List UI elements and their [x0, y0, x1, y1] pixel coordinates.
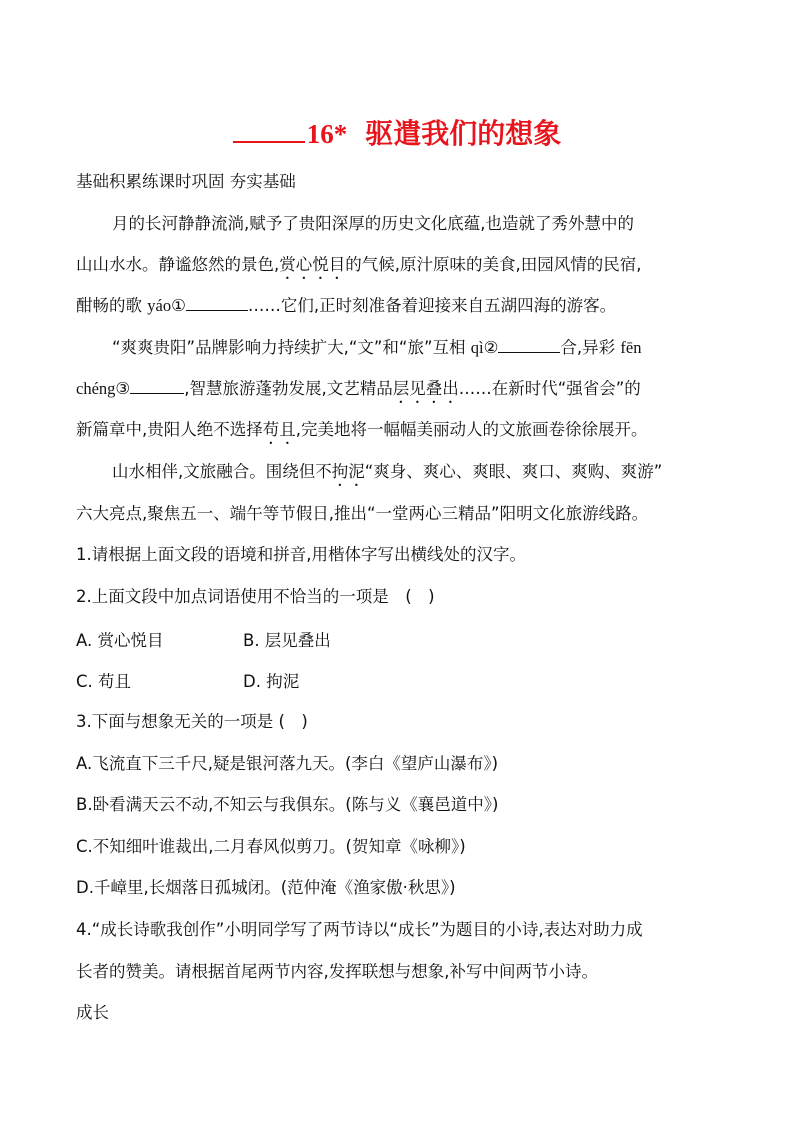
- q3-option-d: D.千嶂里,长烟落日孤城闭。(范仲淹《渔家傲·秋思》): [76, 878, 456, 897]
- question-2: 2.上面文段中加点词语使用不恰当的一项是 ( ): [76, 587, 435, 606]
- lesson-title-text: 驱遣我们的想象: [365, 117, 562, 150]
- q3-option-b: B.卧看满天云不动,不知云与我俱东。(陈与义《襄邑道中》): [76, 795, 499, 814]
- question-1: 1.请根据上面文段的语境和拼音,用楷体字写出横线处的汉字。: [76, 545, 526, 564]
- pinyin: fēn: [620, 338, 642, 357]
- passage-line: “爽爽贵阳”品牌影响力持续扩大,“文”和“旅”互相 qì② 合,异彩 fēn: [112, 338, 642, 357]
- lesson-title: [0, 112, 794, 152]
- question-3: 3.下面与想象无关的一项是 ( ): [76, 712, 308, 731]
- q2-option-b: B. 层见叠出: [243, 631, 331, 650]
- blank-marker: ③: [115, 379, 131, 398]
- q3-option-c: C.不知细叶谁裁出,二月春风似剪刀。(贺知章《咏柳》): [76, 837, 466, 856]
- pinyin: chéng: [76, 379, 116, 398]
- passage-line: 月的长河静静流淌,赋予了贵阳深厚的历史文化底蕴,也造就了秀外慧中的: [112, 214, 634, 233]
- blank-marker: ①: [171, 296, 186, 315]
- q2-option-d: D. 拘泥: [243, 672, 300, 691]
- blank-marker: ②: [483, 338, 499, 357]
- lesson-number: 16*: [306, 119, 348, 149]
- q2-option-a: A. 赏心悦目: [76, 631, 164, 650]
- title-blank: [233, 119, 305, 143]
- question-4-cont: 长者的赞美。请根据首尾两节内容,发挥联想与想象,补写中间两节小诗。: [76, 962, 598, 981]
- dotted-phrase: 赏心悦目: [279, 255, 346, 274]
- dotted-phrase: 苟且: [262, 420, 296, 439]
- pinyin: qì: [470, 338, 484, 357]
- answer-blank[interactable]: [130, 377, 184, 394]
- pinyin: yáo: [147, 296, 172, 315]
- passage-line: 新篇章中,贵阳人绝不选择苟且,完美地将一幅幅美丽动人的文旅画卷徐徐展开。: [76, 420, 648, 439]
- section-heading: 基础积累练课时巩固 夯实基础: [76, 172, 296, 191]
- passage-line: chéng③ ,智慧旅游蓬勃发展,文艺精品层见叠出……在新时代“强省会”的: [76, 379, 641, 398]
- q2-option-c: C. 苟且: [76, 672, 132, 691]
- question-4: 4.“成长诗歌我创作”小明同学写了两节诗以“成长”为题目的小诗,表达对助力成: [76, 920, 643, 939]
- passage-line: 六大亮点,聚焦五一、端午等节假日,推出“一堂两心三精品”阳明文化旅游线路。: [76, 504, 649, 523]
- passage-line: 山水相伴,文旅融合。围绕但不拘泥“爽身、爽心、爽眼、爽口、爽购、爽游”: [112, 462, 663, 481]
- answer-blank[interactable]: [498, 336, 560, 353]
- dotted-phrase: 层见叠出: [392, 379, 459, 398]
- passage-line: 酣畅的歌 yáo① ……它们,正时刻准备着迎接来自五湖四海的游客。: [76, 296, 617, 315]
- answer-blank[interactable]: [186, 294, 248, 311]
- dotted-phrase: 拘泥: [331, 462, 365, 481]
- poem-title: 成长: [76, 1003, 109, 1022]
- passage-line: 山山水水。静谧悠然的景色,赏心悦目的气候,原汁原味的美食,田园风情的民宿,: [76, 255, 642, 274]
- q3-option-a: A.飞流直下三千尺,疑是银河落九天。(李白《望庐山瀑布》): [76, 754, 499, 773]
